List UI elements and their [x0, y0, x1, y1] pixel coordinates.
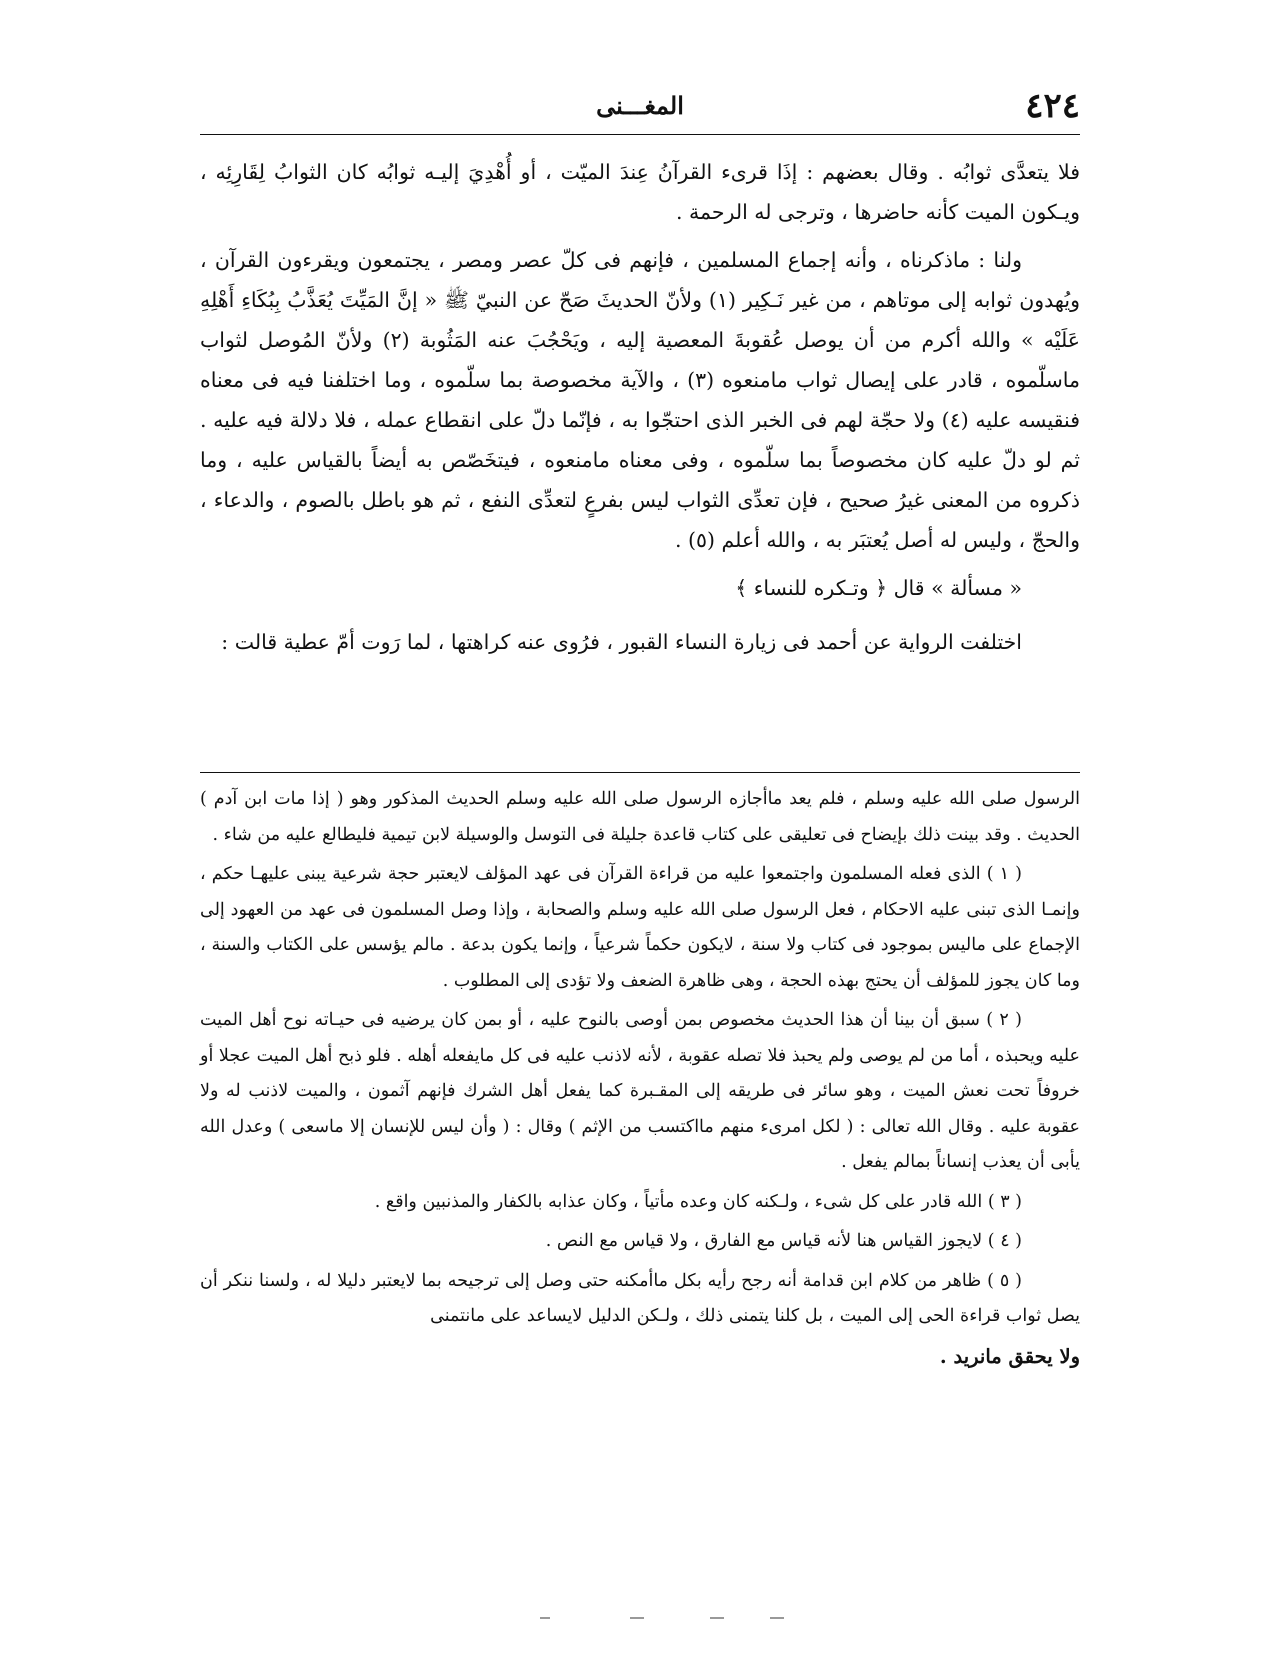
- main-paragraph-closing: اختلفت الرواية عن أحمد فى زيارة النساء القبور ، فرُوى عنه كراهتها ، لما رَوت أمّ عطية قالت :: [221, 630, 1022, 654]
- page-number: ٤٢٤: [1025, 86, 1080, 126]
- main-paragraph: فلا يتعدَّى ثوابُه . وقال بعضهم : إذَا قرىء القرآنُ عِندَ الميّت ، أو أُهْدِيَ إليـه ثوابُه كان الثوابُ لِقَارِئِه ، ويـكون الميت كأنه حاضرها ، وترجى له الرحمة .: [200, 160, 1080, 224]
- footnote-rule: [200, 772, 1080, 773]
- header-rule: [200, 134, 1080, 135]
- speck: [630, 1617, 644, 1619]
- footnote-2: ( ٢ ) سبق أن بينا أن هذا الحديث مخصوص بمن أوصى بالنوح عليه ، أو بمن كان يرضيه فى حيـاته نوح أهل الميت عليه ويحبذه ، أما من لم يوصى ولم يحبذ فلا تصله عقوبة ، لأنه لاذنب عليه فى كل مايفعله أهله . فلو ذبح أهل الميت عجلا أو خروفاً تحت نعش الميت ، وهو سائر فى طريقه إلى المقـبرة كما يفعل أهل الشرك فإنهم آثمون ، والميت لاذنب له ولا عقوبة عليه . وقال الله تعالى : ( لكل امرىء منهم مااكتسب من الإثم ) وقال : ( وأن ليس للإنسان إلا ماسعى ) وعدل الله يأبى أن يعذب إنساناً بمالم يفعل .: [200, 1010, 1080, 1172]
- page-header: [200, 82, 1080, 130]
- footnotes: [200, 782, 1080, 1378]
- footnote-1: ( ١ ) الذى فعله المسلمون واجتمعوا عليه من قراءة القرآن فى عهد المؤلف لايعتبر حجة شرعية يبنى عليهـا حكم ، وإنمـا الذى تبنى عليه الاحكام ، فعل الرسول صلى الله عليه وسلم والصحابة ، وإذا وصل المسلمون فى عهد من العهود إلى الإجماع على ماليس بموجود فى كتاب ولا سنة ، لايكون حكماً شرعياً ، وإنما يكون بدعة . مالم يؤسس على الكتاب والسنة ، وما كان يجوز للمؤلف أن يحتج بهذه الحجة ، وهى ظاهرة الضعف ولا تؤدى إلى المطلوب .: [200, 864, 1080, 991]
- footnote-5: ( ٥ ) ظاهر من كلام ابن قدامة أنه رجح رأيه بكل ماأمكنه حتى وصل إلى ترجيحه بما لايعتبر دليلا له ، ولسنا ننكر أن يصل ثواب قراءة الحى إلى الميت ، بل كلنا يتمنى ذلك ، ولـكن الدليل لايساعد على مانتمنى: [200, 1270, 1080, 1326]
- speck: [540, 1617, 550, 1619]
- running-title: المغـــنى: [596, 91, 684, 120]
- scan-specks: [540, 1617, 840, 1623]
- speck: [770, 1617, 784, 1619]
- main-paragraph: ولنا : ماذكرناه ، وأنه إجماع المسلمين ، فإنهم فى كلّ عصر ومصر ، يجتمعون ويقرءون القرآن ، ويُهدون ثوابه إلى موتاهم ، من غير نَـكِير (١) ولأنّ الحديثَ صَحّ عن النبيّ ﷺ « إنَّ المَيِّتَ يُعَذَّبُ بِبُكَاءِ أَهْلِهِ عَلَيْه » والله أكرم من أن يوصل عُقوبةَ المعصية إليه ، ويَحْجُبَ عنه المَثُوبة (٢) ولأنّ المُوصل لثواب ماسلّموه ، قادر على إيصال ثواب مامنعوه (٣) ، والآية مخصوصة بما سلّموه ، وما اختلفنا فيه فى معناه فنقيسه عليه (٤) ولا حجّة لهم فى الخبر الذى احتجّوا به ، فإنّما دلّ على انقطاع عمله ، فلا دلالة فيه عليه . ثم لو دلّ عليه كان مخصوصاً بما سلّموه ، وفى معناه مامنعوه ، فيتخَصّص به أيضاً بالقياس عليه ، وما ذكروه من المعنى غيرُ صحيح ، فإن تعدِّى الثواب ليس بفرعٍ لتعدِّى النفع ، ثم هو باطل بالصوم ، والدعاء ، والحجّ ، وليس له أصل يُعتبَر به ، والله أعلم (٥) .: [200, 248, 1081, 552]
- footnote-continuation: الرسول صلى الله عليه وسلم ، فلم يعد ماأجازه الرسول صلى الله عليه وسلم الحديث المذكور وهو ( إذا مات ابن آدم ) الحديث . وقد بينت ذلك بإيضاح فى تعليقى على كتاب قاعدة جليلة فى التوسل والوسيلة لابن تيمية فليطالع عليه من شاء .: [200, 789, 1080, 845]
- footnote-5-last-line: ولا يحقق مانريد .: [939, 1344, 1080, 1368]
- footnote-3: ( ٣ ) الله قادر على كل شىء ، ولـكنه كان وعده مأتياً ، وكان عذابه بالكفار والمذنبين واقع .: [374, 1191, 1022, 1212]
- main-text: [200, 152, 1080, 670]
- speck: [710, 1617, 724, 1619]
- footnote-4: ( ٤ ) لايجوز القياس هنا لأنه قياس مع الفارق ، ولا قياس مع النص .: [545, 1231, 1022, 1251]
- masala-heading: « مسألة » قال ﴿ وتـكره للنساء ﴾: [735, 576, 1022, 600]
